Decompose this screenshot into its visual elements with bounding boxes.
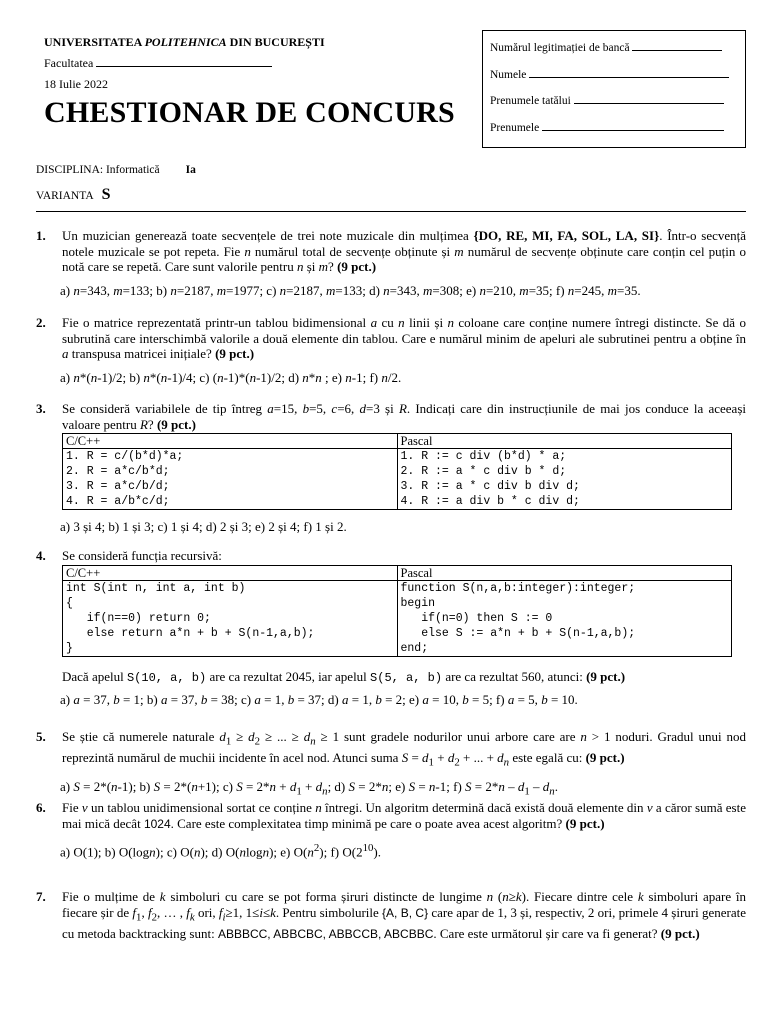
question-6: 6. Fie v un tablou unidimensional sortat ce conține n întregi. Un algoritm determină dacă există două elemente din v a căror sumă este mai mică decât 1024. Care este complexitatea timp minimă pe care o poate avea acest algoritm? (9 pct.) a) O(1); b) O(logn); c) O(n); d) O(nlogn); e) $O(n^2)$; f) $O(2^{10})$. (36, 800, 746, 860)
q3-code-table: C/C++ Pascal 1. R = c/(b*d)*a; 2. R = a*c/b*d; 3. R = a*c/b/d; 4. R = a/b*c/d; 1. R := c div (b*d) * a; 2. R := a * c div b * d; 3. R := a * c div b div d; 4. R := a div b * c div d; (62, 433, 732, 510)
exam-date: 18 Iulie 2022 (44, 77, 108, 91)
q4-code-table: C/C++ Pascal int S(int n, int a, int b) { if(n==0) return 0; else return a*n + b + S(n-1,a,b); } function S(n,a,b:integer):integer; begin if(n=0) then S := 0 else S := a*n + b + S(n-1,a,b); end; (62, 565, 732, 657)
divider (36, 211, 746, 212)
question-5: 5. Se știe că numerele naturale $d_1 \ge d_2$ ≥ ... ≥ $d_n \ge 1$ sunt gradele nodurilor unui arbore care are n > 1 noduri. Gradul unui nod reprezintă numărul de muchii incidente în acel nod. Atunci suma $S = d_1 + d_2$ + ... + $d_n$ este egală cu: (9 pct.) a) S = 2*(n-1); b) S = 2*(n+1); c) $S = 2*n + d_1 + d_n$; d) S = 2*n; e) S = n-1; f) $S = 2*n - d_1 - d_n$. (36, 729, 746, 798)
first-name-field[interactable]: Prenumele (490, 119, 739, 146)
page-title: CHESTIONAR DE CONCURS (44, 96, 455, 129)
father-initials-field[interactable]: Prenumele tatălui (490, 92, 739, 119)
question-7: 7. Fie o mulțime de k simboluri cu care se pot forma șiruri distincte de lungime n (n≥k). Fiecare dintre cele k simboluri apare în fiecare șir de $f_1$, $f_2$, … , $f_k$ ori, $f_i\ge 1$, 1≤i≤k. Pentru simbolurile {A, B, C} care apar de 1, 3 și, respectiv, 2 ori, primele 4 șiruri generate cu metoda backtracking sunt: ABBBCC, ABBCBC, ABBCCB, ABCBBC. Care este următorul șir care va fi generat? (9 pct.) (36, 889, 747, 941)
q4-c-code: int S(int n, int a, int b) { if(n==0) return 0; else return a*n + b + S(n-1,a,b); } (63, 580, 398, 656)
question-4: 4. Se consideră funcția recursivă: C/C++ Pascal int S(int n, int a, int b) { if(n==0) return 0; else return a*n + b + S(n-1,a,b); } function S(n,a,b:integer):integer; begin if(n=0) then S := 0 else S := a*n + b + S(n-1,a,b); end; Dacă apelul S(10, a, b) are ca rezultat 2045, iar apelul S(5, a, b) are ca rezultat 560, atunci: (9 pct.) a) a = 37, b = 1; b) a = 37, b = 38; c) a = 1, b = 37; d) a = 1, b = 2; e) a = 10, b = 5; f) a = 5, b = 10. (36, 548, 746, 708)
candidate-id-box (482, 30, 746, 148)
university-name: UNIVERSITATEA POLITEHNICA DIN BUCUREȘTI (44, 35, 325, 49)
variant: VARIANTA S (36, 186, 111, 203)
discipline: DISCIPLINA: Informatică Ia (36, 164, 196, 176)
header-left (44, 34, 474, 130)
question-2: 2. Fie o matrice reprezentată printr-un tablou bidimensional a cu n linii și n coloane care conține numere întregi distincte. Se dă o subrutină care interschimbă valorile a două elemente din tablou. Care e numărul minim de apeluri ale subrutinei pentru a obține în a transpusa matricei inițiale? (9 pct.) a) n*(n-1)/2; b) n*(n-1)/4; c) (n-1)*(n-1)/2; d) n*n ; e) n-1; f) n/2. (36, 315, 746, 385)
name-field[interactable]: Numele (490, 66, 739, 93)
question-1: 1. Un muzician generează toate secvențele de trei note muzicale din mulțimea {DO, RE, MI, FA, SOL, LA, SI}. Într-o secvență notele muzicale se pot repeta. Fie n numărul total de secvențe obținute și m numărul de secvențe obținute care conțin cel puțin o notă care se repetă. Care sunt valorile pentru n și m? (9 pct.) a) n=343, m=133; b) n=2187, m=1977; c) n=2187, m=133; d) n=343, m=308; e) n=210, m=35; f) n=245, m=35. (36, 228, 747, 298)
q3-c-code: 1. R = c/(b*d)*a; 2. R = a*c/b*d; 3. R = a*c/b/d; 4. R = a/b*c/d; (63, 449, 398, 510)
q4-pascal-code: function S(n,a,b:integer):integer; begin if(n=0) then S := 0 else S := a*n + b + S(n-1,a,b); end; (397, 580, 732, 656)
bench-id-field[interactable]: Numărul legitimației de bancă (490, 39, 739, 66)
q3-pascal-code: 1. R := c div (b*d) * a; 2. R := a * c div b * d; 3. R := a * c div b div d; 4. R := a div b * c div d; (397, 449, 732, 510)
question-3: 3. Se consideră variabilele de tip întreg a=15, b=5, c=6, d=3 și R. Indicați care din instrucțiunile de mai jos conduce la aceeași valoare pentru R? (9 pct.) C/C++ Pascal 1. R = c/(b*d)*a; 2. R = a*c/b*d; 3. R = a*c/b/d; 4. R = a/b*c/d; 1. R := c div (b*d) * a; 2. R := a * c div b * d; 3. R := a * c div b div d; 4. R := a div b * c div d; a) 3 și 4; b) 1 și 3; c) 1 și 4; d) 2 și 3; e) 2 și 4; f) 1 și 2. (36, 401, 747, 534)
faculty-field: Facultatea (44, 55, 474, 71)
